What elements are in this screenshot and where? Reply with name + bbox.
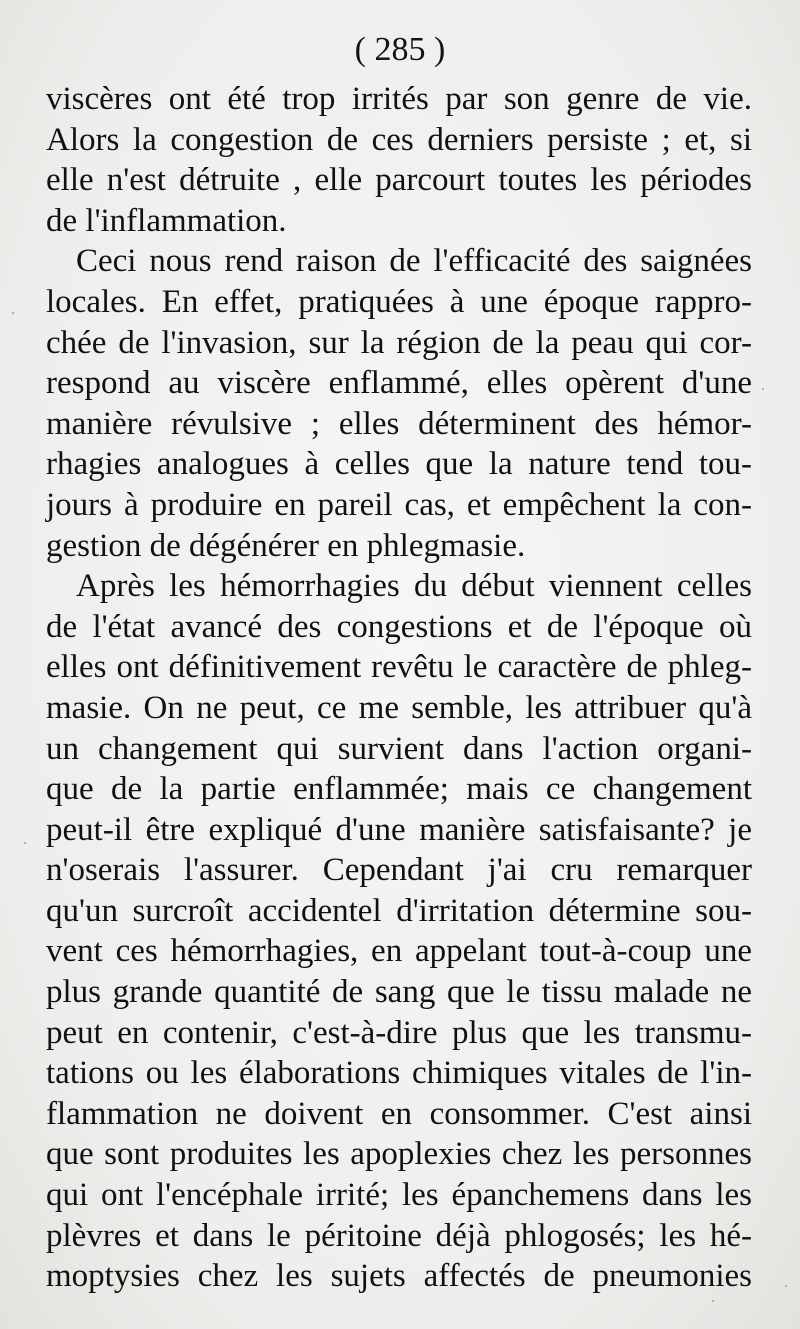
text-line: rhagies analogues à celles que la nature tend tou- — [46, 446, 752, 483]
text-line: viscères ont été trop irrités par son genre de vie. — [46, 81, 752, 117]
text-line: n'oserais l'assurer. Cependant j'ai cru remarquer — [46, 852, 752, 889]
paragraph-start-line: Ceci nous rend raison de l'efficacité des saignées — [76, 243, 752, 280]
text-line: plèvres et dans le péritoine déjà phlogosés; les hé- — [46, 1217, 752, 1254]
text-line: tations ou les élaborations chimiques vitales de l'in- — [46, 1055, 752, 1092]
text-line: de l'inflammation. — [46, 202, 287, 239]
page-number: ( 285 ) — [354, 31, 446, 68]
text-line: elle n'est détruite , elle parcourt toutes les périodes — [46, 162, 752, 199]
text-line: peut-il être expliqué d'une manière satisfaisante? je — [46, 811, 752, 848]
paper-speck — [785, 1285, 787, 1287]
text-line: vent ces hémorrhagies, en appelant tout-à-coup une — [46, 933, 752, 970]
text-line: manière révulsive ; elles déterminent des hémor- — [46, 405, 752, 442]
text-line: masie. On ne peut, ce me semble, les attribuer qu'à — [46, 689, 752, 726]
text-line: gestion de dégénérer en phlegmasie. — [46, 527, 526, 564]
text-line: locales. En effet, pratiquées à une époque rappro- — [46, 283, 752, 320]
paper-speck — [762, 388, 764, 390]
text-line: moptysies chez les sujets affectés de pneumonies — [46, 1258, 752, 1295]
text-line: que de la partie enflammée; mais ce changement — [46, 771, 752, 808]
text-line: chée de l'invasion, sur la région de la peau qui cor- — [46, 324, 752, 361]
text-line: flammation ne doivent en consommer. C'est ainsi — [46, 1095, 752, 1132]
text-line: que sont produites les apoplexies chez les personnes — [46, 1136, 752, 1173]
paragraph-start-line: Après les hémorrhagies du début viennent celles — [76, 568, 752, 605]
text-line: plus grande quantité de sang que le tissu malade ne — [46, 974, 752, 1011]
body-text — [46, 79, 752, 1297]
text-line: Alors la congestion de ces derniers persiste ; et, si — [46, 121, 752, 158]
text-line: de l'état avancé des congestions et de l'époque où — [46, 608, 752, 645]
text-line: un changement qui survient dans l'action organi- — [46, 730, 752, 767]
text-line: peut en contenir, c'est-à-dire plus que les transmu- — [46, 1014, 752, 1051]
paper-speck — [24, 842, 26, 844]
text-line: jours à produire en pareil cas, et empêchent la con- — [46, 486, 752, 523]
text-line: elles ont définitivement revêtu le caractère de phleg- — [46, 649, 752, 686]
paper-speck — [712, 1300, 714, 1302]
text-line: qui ont l'encéphale irrité; les épanchemens dans les — [46, 1177, 752, 1214]
text-line: respond au viscère enflammé, elles opèrent d'une — [46, 365, 752, 402]
paper-speck — [12, 312, 14, 314]
text-line: qu'un surcroît accidentel d'irritation détermine sou- — [46, 892, 752, 929]
